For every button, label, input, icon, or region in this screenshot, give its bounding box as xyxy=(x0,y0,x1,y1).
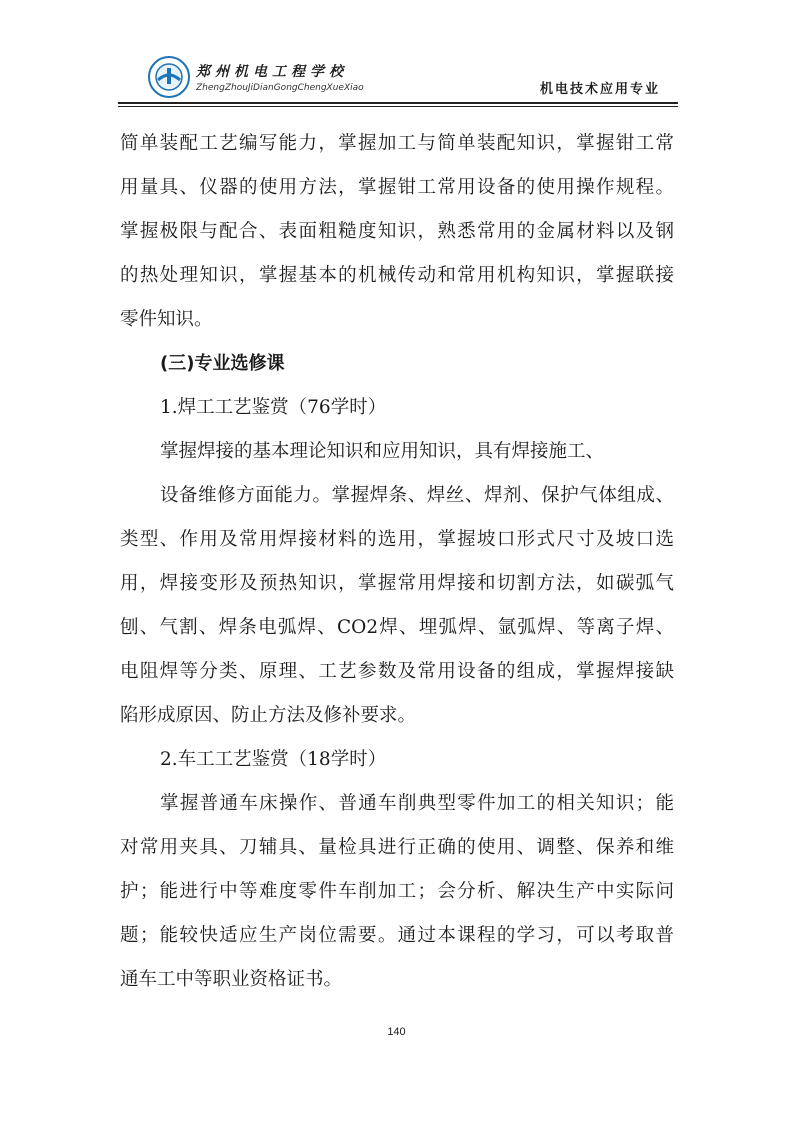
text-line: 零件知识。 xyxy=(120,309,213,330)
section-heading: (三)专业选修课 xyxy=(160,353,285,374)
page-number: 140 xyxy=(387,1026,406,1038)
school-name-cn: 郑州机电工程学校 xyxy=(196,64,348,80)
text-line: 刨、气割、焊条电弧焊、CO2焊、埋弧焊、氩弧焊、等离子焊、 xyxy=(120,617,674,638)
text-line: 掌握极限与配合、表面粗糙度知识，熟悉常用的金属材料以及钢 xyxy=(120,221,674,242)
text-line: 用，焊接变形及预热知识，掌握常用焊接和切割方法，如碳弧气 xyxy=(120,573,674,594)
text-line: 电阻焊等分类、原理、工艺参数及常用设备的组成，掌握焊接缺 xyxy=(120,661,674,682)
text-line: 陷形成原因、防止方法及修补要求。 xyxy=(120,705,417,726)
school-name-en: ZhengZhouJiDianGongChengXueXiao xyxy=(196,83,364,93)
course-title: 1.焊工工艺鉴赏（76学时） xyxy=(160,397,387,418)
text-line: 类型、作用及常用焊接材料的选用，掌握坡口形式尺寸及坡口选 xyxy=(120,529,674,550)
page-header xyxy=(118,52,678,104)
course-title: 2.车工工艺鉴赏（18学时） xyxy=(160,749,387,770)
header-rule-thick xyxy=(118,102,678,104)
text-line: 设备维修方面能力。掌握焊条、焊丝、焊剂、保护气体组成、 xyxy=(160,485,674,506)
text-line: 题；能较快适应生产岗位需要。通过本课程的学习，可以考取普 xyxy=(120,925,674,946)
header-rule-thin xyxy=(118,106,678,107)
text-line: 掌握焊接的基本理论知识和应用知识，具有焊接施工、 xyxy=(160,441,605,462)
text-line: 用量具、仪器的使用方法，掌握钳工常用设备的使用操作规程。 xyxy=(120,177,674,198)
school-logo-icon xyxy=(148,56,190,98)
text-line: 掌握普通车床操作、普通车削典型零件加工的相关知识；能 xyxy=(160,793,674,814)
text-line: 简单装配工艺编写能力，掌握加工与简单装配知识，掌握钳工常 xyxy=(120,133,674,154)
text-line: 的热处理知识，掌握基本的机械传动和常用机构知识，掌握联接 xyxy=(120,265,674,286)
text-line: 护；能进行中等难度零件车削加工；会分析、解决生产中实际问 xyxy=(120,881,674,902)
major-title: 机电技术应用专业 xyxy=(539,82,660,97)
text-line: 通车工中等职业资格证书。 xyxy=(120,969,343,990)
text-line: 对常用夹具、刀辅具、量检具进行正确的使用、调整、保养和维 xyxy=(120,837,674,858)
